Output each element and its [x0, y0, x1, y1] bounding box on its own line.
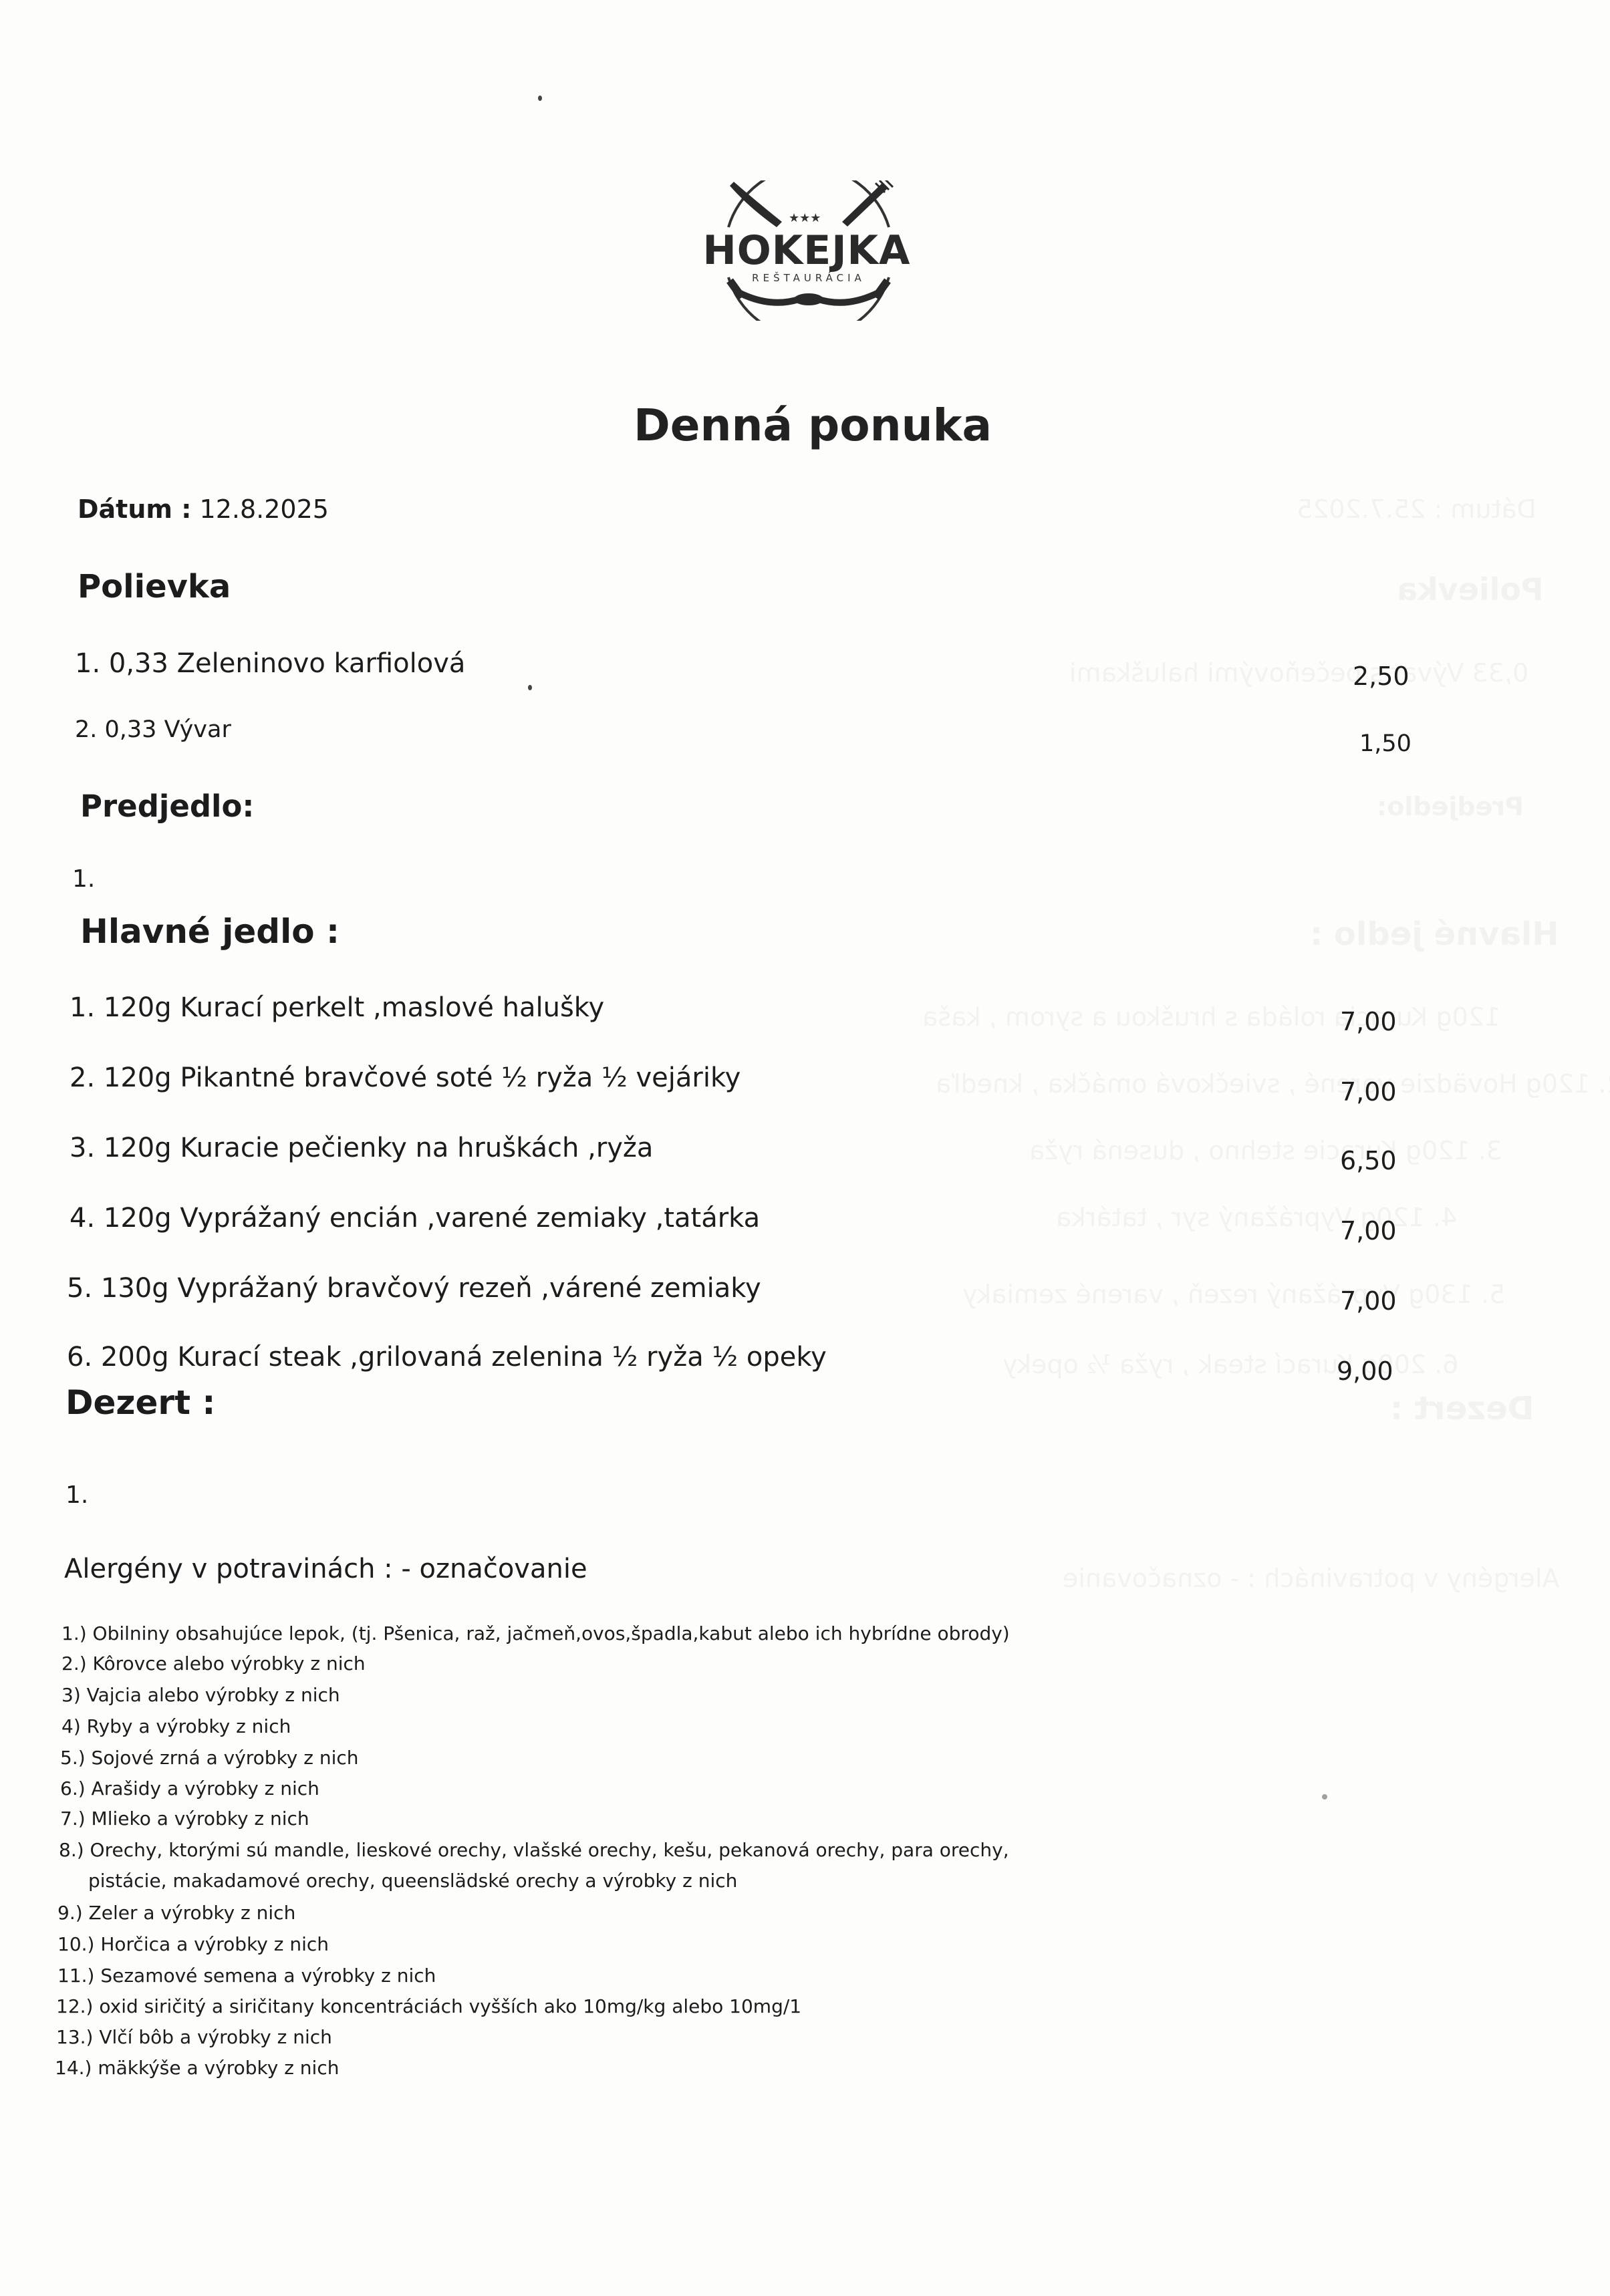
starter-item: 1. [72, 865, 96, 893]
main-item: 3. 120g Kuracie pečienky na hruškách ,ryža [70, 1133, 654, 1163]
soup-item-price: 1,50 [1359, 730, 1412, 757]
page-title: Denná ponuka [634, 400, 992, 451]
main-item: 2. 120g Pikantné bravčové soté ½ ryža ½ vejáriky [70, 1062, 741, 1093]
soup-item-price: 2,50 [1353, 662, 1410, 691]
dessert-item: 1. [65, 1481, 89, 1509]
starter-heading: Predjedlo: [80, 788, 255, 824]
soup-item: 1. 0,33 Zeleninovo karfiolová [75, 648, 466, 679]
show-through-text [1063, 1564, 1559, 1593]
allergen-item: 14.) mäkkýše a výrobky z nich [55, 2057, 340, 2079]
main-item: 6. 200g Kurací steak ,grilovaná zelenina ½ ryža ½ opeky [67, 1342, 827, 1373]
allergen-item: 3) Vajcia alebo výrobky z nich [61, 1684, 340, 1706]
show-through-text [936, 1069, 1610, 1099]
dessert-heading: Dezert : [65, 1383, 216, 1422]
main-item: 5. 130g Vyprážaný bravčový rezeň ,várené zemiaky [67, 1273, 761, 1304]
main-item-price: 6,50 [1340, 1146, 1397, 1175]
show-through-text [922, 1002, 1500, 1032]
allergen-item: pistácie, makadamové orechy, queenslädské orechy a výrobky z nich [88, 1870, 738, 1892]
allergen-item: 10.) Horčica a výrobky z nich [57, 1933, 329, 1955]
date-value: 12.8.2025 [199, 494, 329, 524]
show-through-text [1397, 571, 1544, 607]
show-through-text [1069, 658, 1528, 688]
main-item: 1. 120g Kurací perkelt ,maslové halušky [70, 992, 605, 1023]
allergens-heading: Alergény v potravinách : - označovanie [64, 1554, 587, 1584]
soup-item: 2. 0,33 Vývar [75, 716, 231, 743]
main-item-price: 7,00 [1340, 1007, 1397, 1036]
main-item-price: 7,00 [1340, 1286, 1397, 1316]
allergen-item: 5.) Sojové zrná a výrobky z nich [60, 1747, 359, 1769]
allergen-item: 1.) Obilniny obsahujúce lepok, (tj. Pšenica, raž, jačmeň,ovos,špadla,kabut alebo ich hybrídne obrody) [61, 1622, 1010, 1644]
allergen-item: 2.) Kôrovce alebo výrobky z nich [61, 1653, 366, 1675]
allergen-item: 7.) Mlieko a výrobky z nich [60, 1808, 309, 1830]
allergen-item: 6.) Arašidy a výrobky z nich [60, 1777, 319, 1800]
allergen-item: 11.) Sezamové semena a výrobky z nich [57, 1965, 436, 1987]
speck [1322, 1794, 1327, 1800]
logo-subtitle: REŠTAURÁCIA [752, 272, 865, 284]
allergen-item: 12.) oxid siričitý a siričitany koncentráciách vyšších ako 10mg/kg alebo 10mg/1 [56, 1995, 802, 2017]
main-item-price: 7,00 [1340, 1077, 1397, 1107]
show-through-text [1310, 915, 1559, 953]
allergen-item: 8.) Orechy, ktorými sú mandle, lieskové orechy, vlašské orechy, kešu, pekanová orechy, para orechy, [59, 1839, 1009, 1861]
allergen-item: 13.) Vlčí bôb a výrobky z nich [56, 2026, 332, 2048]
logo-name: HOKEJKA [702, 227, 911, 274]
soup-heading: Polievka [78, 568, 231, 605]
show-through-text [962, 1280, 1505, 1309]
main-item-price: 9,00 [1337, 1356, 1393, 1386]
speck [538, 96, 542, 101]
show-through-text [1377, 792, 1524, 821]
allergen-item: 9.) Zeler a výrobky z nich [57, 1902, 296, 1924]
show-through-text [1056, 1203, 1457, 1232]
date-label: Dátum : [78, 494, 192, 524]
main-item: 4. 120g Vyprážaný encián ,varené zemiaky ,tatárka [70, 1203, 761, 1234]
main-item-price: 7,00 [1340, 1216, 1397, 1246]
show-through-text [1390, 1390, 1534, 1427]
date-line [78, 494, 329, 524]
logo [682, 180, 936, 321]
show-through-text [1297, 494, 1536, 524]
speck [528, 685, 532, 690]
main-heading: Hlavné jedlo : [80, 912, 340, 951]
show-through-text [1029, 1136, 1502, 1165]
svg-text:★★★: ★★★ [789, 211, 821, 225]
allergen-item: 4) Ryby a výrobky z nich [61, 1715, 291, 1737]
